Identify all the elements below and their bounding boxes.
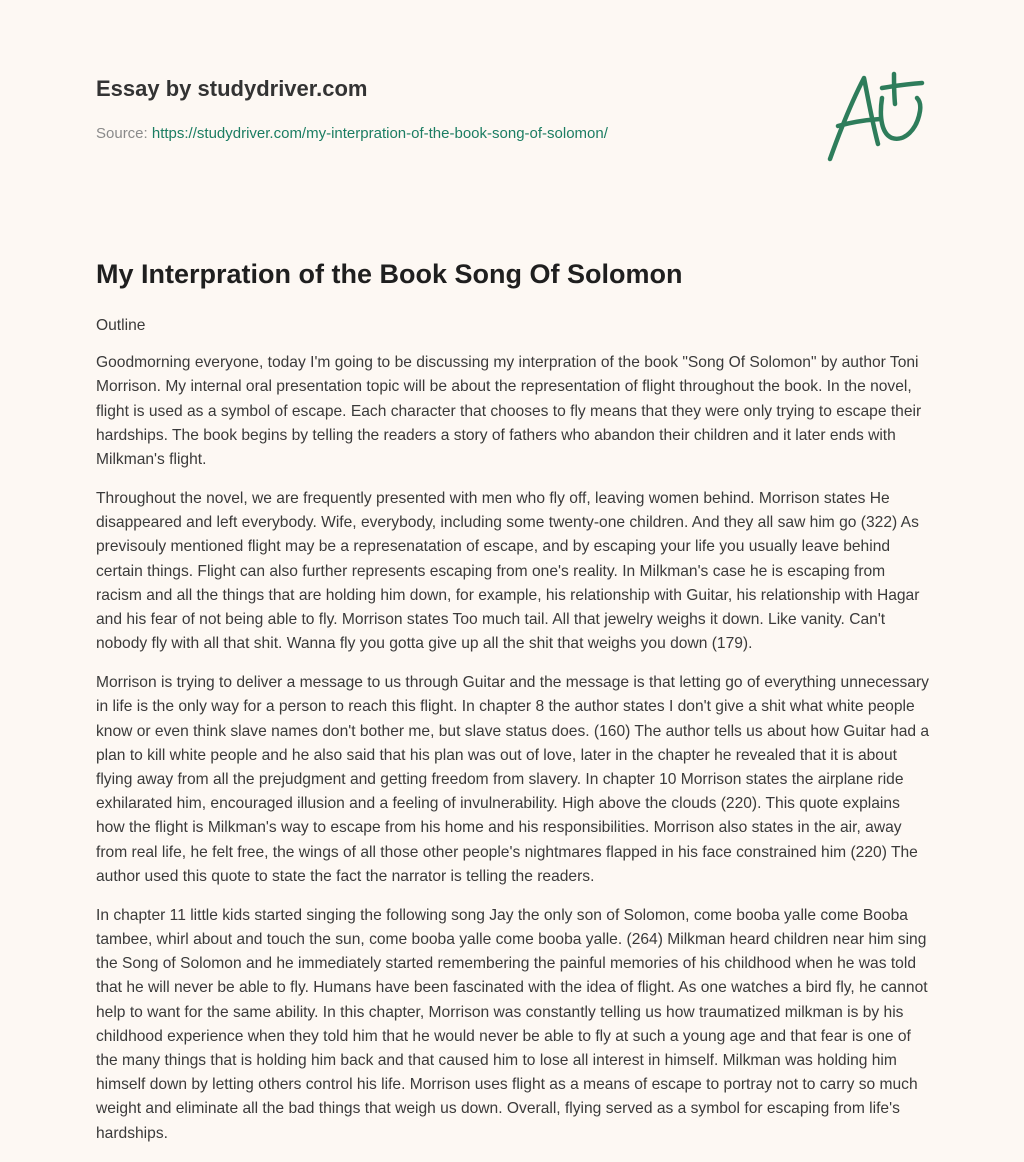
essay-title: My Interpration of the Book Song Of Solomon — [96, 259, 683, 289]
source-label: Source: — [96, 125, 148, 142]
paragraph: Morrison is trying to deliver a message to us through Guitar and the message is that letting go of everything unnecessary in life is the only way for a person to reach this flight. In chapter 8 the author states I don't give a shit what white people know or even think slave names don't bother me, but slave status does. (160) The author tells us about how Guitar had a plan to kill white people and he also said that his plan was out of love, later in the chapter he revealed that it is about flying away from all the prejudgment and getting freedom from slavery. In chapter 10 Morrison states the airplane ride exhilarated him, encouraged illusion and a feeling of invulnerability. High above the clouds (220). This quote explains how the flight is Milkman's way to escape from his home and his responsibilities. Morrison also states in the air, away from real life, he felt free, the wings of all those other people's nightmares flapped in his face constrained him (220) The author used this quote to state the fact the narrator is telling the readers. — [96, 674, 930, 885]
source-link[interactable]: https://studydriver.com/my-interpration-of-the-book-song-of-solomon/ — [151, 125, 608, 142]
outline-label: Outline — [96, 317, 146, 334]
essay-body — [96, 314, 932, 1161]
site-brand: Essay by studydriver.com — [96, 76, 368, 101]
source-line — [96, 124, 796, 144]
paragraph: Goodmorning everyone, today I'm going to be discussing my interpration of the book "Song Of Solomon" by author Toni Morrison. My internal oral presentation topic will be about the representation of flight throughout the book. In the novel, flight is used as a symbol of escape. Each character that chooses to fly means that they were only trying to escape their hardships. The book begins by telling the readers a story of fathers who abandon their children and it later ends with Milkman's flight. — [96, 354, 922, 469]
page-header — [96, 74, 796, 144]
paragraph: Throughout the novel, we are frequently presented with men who fly off, leaving women behind. Morrison states He disappeared and left everybody. Wife, everybody, including some twenty-one children. And they all saw him go (322) As previsouly mentioned flight may be a represenatation of escape, and by escaping your life you usually leave behind certain things. Flight can also further represents escaping from one's reality. In Milkman's case he is escaping from racism and all the things that are holding him down, for example, his relationship with Guitar, his relationship with Hagar and his fear of not being able to fly. Morrison states Too much tail. All that jewelry weighs it down. Like vanity. Can't nobody fly with all that shit. Wanna fly you gotta give up all the shit that weighs you down (179). — [96, 490, 920, 653]
paragraph: In chapter 11 little kids started singing the following song Jay the only son of Solomon, come booba yalle come Booba tambee, whirl about and touch the sun, come booba yalle come booba yalle. (264) Milkman heard children near him sing the Song of Solomon and he immediately started remembering the painful memories of his childhood when he was told that he will never be able to fly. Humans have been fascinated with the idea of flight. As one watches a bird fly, he cannot help to want for the same ability. In this chapter, Morrison was constantly telling us how traumatized milkman is by his childhood experience when they told him that he would never be able to fly at such a young age and that fear is one of the many things that is holding him back and that caused him to lose all interest in himself. Milkman was holding him himself down by letting others control his life. Morrison uses flight as a means of escape to portray not to carry so much weight and eliminate all the bad things that weigh us down. Overall, flying served as a symbol for escaping from life's hardships. — [96, 906, 928, 1142]
a-plus-logo-graphic — [820, 66, 928, 166]
a-plus-logo — [820, 66, 928, 166]
